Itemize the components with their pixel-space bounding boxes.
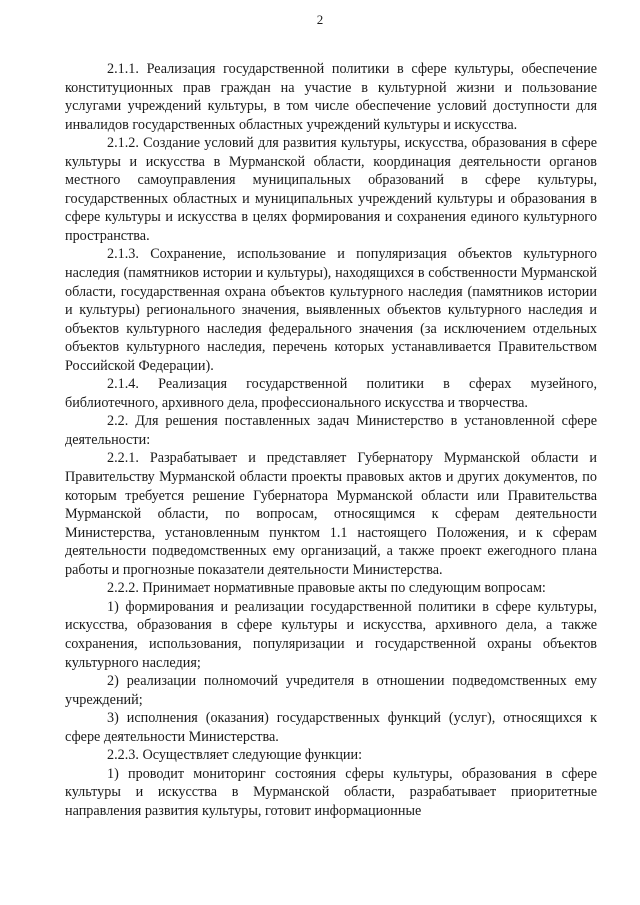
list-item-2-2-2-2: 2) реализации полномочий учредителя в отношении подведомственных ему учреждений;	[65, 673, 597, 708]
page-number: 2	[316, 12, 324, 27]
paragraph-2-1-2: 2.1.2. Создание условий для развития культуры, искусства, образования в сфере культуры и искусства в Мурманской области, координация деятельности органов местного самоуправления муниципальных образований в сфере культуры, государственных областных и муниципальных учреждений культуры и образования в сфере культуры и искусства в целях формирования и сохранения единого культурного пространства.	[65, 135, 597, 244]
list-item-2-2-2-3: 3) исполнения (оказания) государственных функций (услуг), относящихся к сфере деятельности Министерства.	[65, 710, 597, 745]
paragraph-2-1-4: 2.1.4. Реализация государственной политики в сферах музейного, библиотечного, архивного дела, профессионального искусства и творчества.	[65, 376, 597, 411]
list-item-2-2-3-1: 1) проводит мониторинг состояния сферы культуры, образования в сфере культуры и искусства в Мурманской области, разрабатывает приоритетные направления развития культуры, готовит информационные	[65, 765, 597, 819]
paragraph-2-1-3: 2.1.3. Сохранение, использование и популяризация объектов культурного наследия (памятников истории и культуры), находящихся в собственности Мурманской области, государственная охрана объектов культурного наследия (памятников истории и культуры) регионального значения, выявленных объектов культурного наследия и объектов культурного наследия федерального значения (за исключением отдельных объектов культурного наследия, перечень которых устанавливается Правительством Российской Федерации).	[65, 246, 597, 374]
paragraph-2-2-2: 2.2.2. Принимает нормативные правовые акты по следующим вопросам:	[107, 580, 546, 597]
paragraph-2-2-1: 2.2.1. Разрабатывает и представляет Губернатору Мурманской области и Правительству Мурманской области проекты правовых актов и других документов, по которым требуется решение Губернатора Мурманской области или Правительства Мурманской области, по вопросам, относящимся к сферам деятельности Министерства, установленным пунктом 1.1 настоящего Положения, и к сферам деятельности подведомственных ему организаций, а также проект ежегодного плана работы и прогнозные показатели деятельности Министерства.	[65, 450, 597, 578]
paragraph-2-2: 2.2. Для решения поставленных задач Министерство в установленной сфере деятельности:	[65, 413, 597, 448]
list-item-2-2-2-1: 1) формирования и реализации государственной политики в сфере культуры, искусства, образования в сфере культуры и искусства, архивного дела, а также сохранения, использования, популяризации и государственной охраны объектов культурного наследия;	[65, 598, 597, 671]
paragraph-2-2-3: 2.2.3. Осуществляет следующие функции:	[107, 747, 363, 764]
paragraph-2-1-1: 2.1.1. Реализация государственной политики в сфере культуры, обеспечение конституционных прав граждан на участие в культурной жизни и пользование услугами учреждений культуры, в том числе обеспечение условий доступности для инвалидов государственных областных учреждений культуры и искусства.	[65, 61, 597, 133]
document-body	[65, 60, 597, 820]
